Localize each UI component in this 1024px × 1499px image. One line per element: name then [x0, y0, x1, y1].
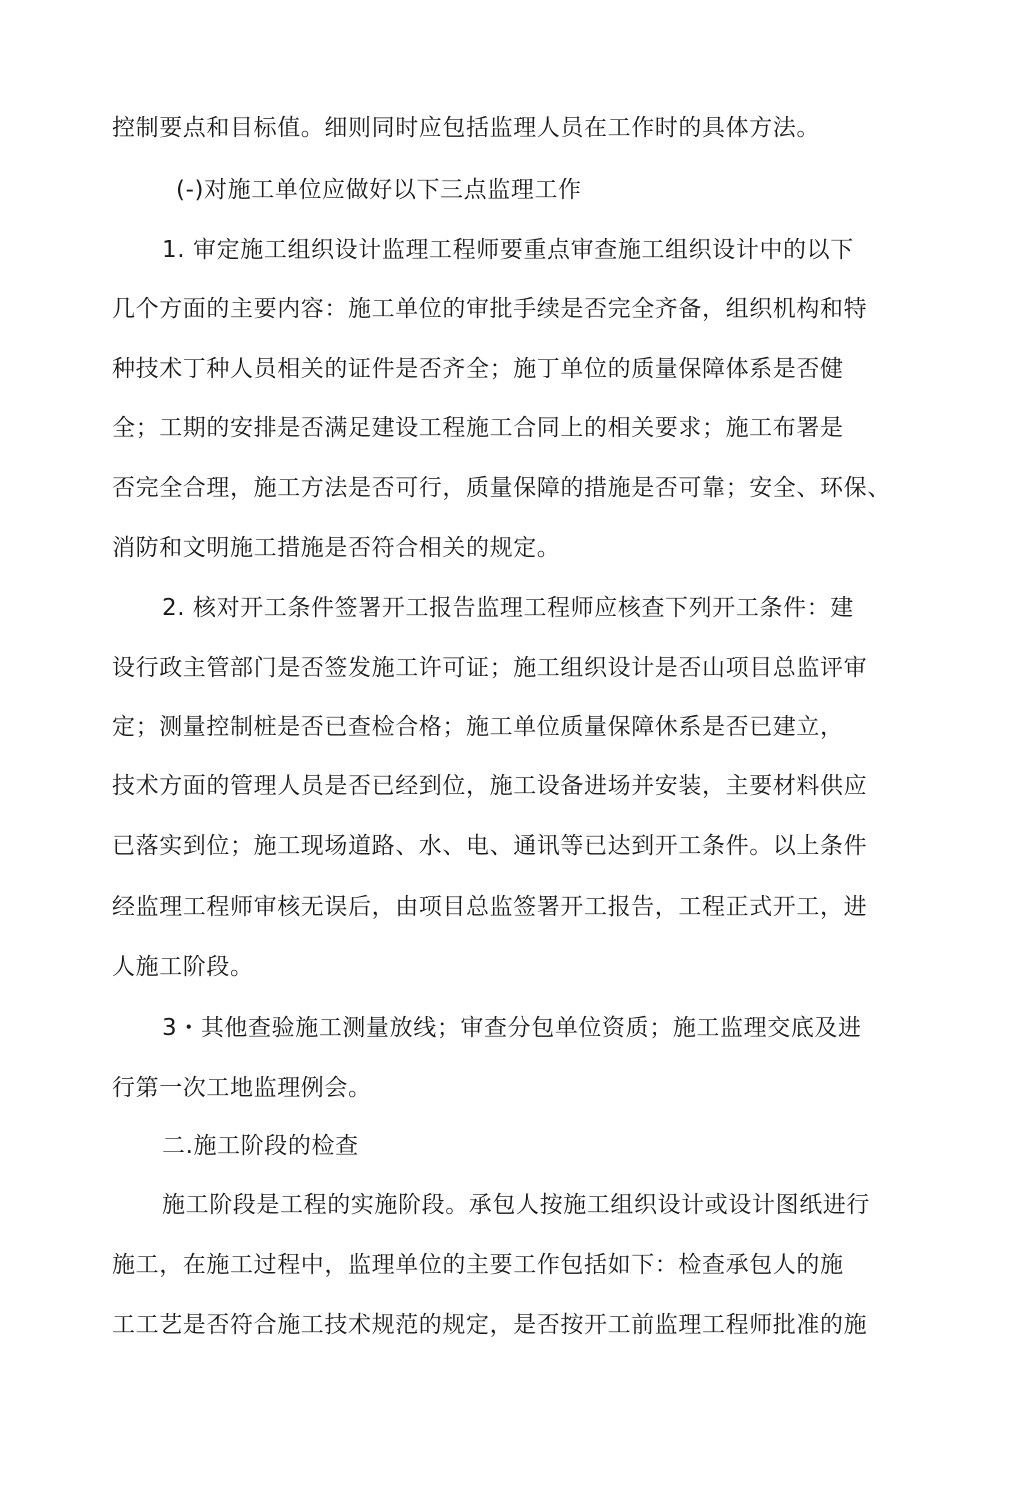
paragraph-line: 定；测量控制桩是否已查检合格；施工单位质量保障休系是否已建立， [112, 714, 844, 740]
paragraph-line: 技术方面的管理人员是否已经到位，施工设备进场并安装，主要材料供应 [112, 773, 868, 799]
paragraph-line: 施工，在施工过程中，监理单位的主要工作包括如下：检查承包人的施 [112, 1252, 844, 1278]
paragraph-line: 全；工期的安排是否满足建设工程施工合同上的相关要求；施工布署是 [112, 415, 844, 441]
section-heading: 二.施工阶段的检查 [162, 1133, 359, 1159]
paragraph-line: 几个方面的主要内容：施工单位的审批手续是否完全齐备，组织机构和特 [112, 296, 868, 322]
paragraph-line: 消防和文明施工措施是否符合相关的规定。 [112, 535, 561, 561]
paragraph-line: 已落实到位；施工现场道路、水、电、通讯等已达到开工条件。以上条件 [112, 833, 868, 859]
paragraph-line: 行第一次工地监理例会。 [112, 1075, 372, 1101]
paragraph-line: 1. 审定施工组织设计监理工程师要重点审查施工组织设计中的以下 [162, 237, 854, 263]
paragraph-line: 3・其他查验施工测量放线；审查分包单位资质；施工监理交底及进 [162, 1015, 862, 1041]
paragraph-line: 工工艺是否符合施工技术规范的规定，是否按开工前监理工程师批准的施 [112, 1312, 868, 1338]
paragraph-line: 种技术丁种人员相关的证件是否齐全；施丁单位的质量保障体系是否健 [112, 356, 844, 382]
paragraph-line: 施工阶段是工程的实施阶段。承包人按施工组织设计或设计图纸进行 [162, 1192, 870, 1218]
paragraph-line: 否完全合理，施工方法是否可行，质量保障的措施是否可靠；安全、环保、 [112, 475, 891, 501]
paragraph-line: 控制要点和目标值。细则同时应包括监理人员在工作时的具体方法。 [112, 115, 820, 141]
paragraph-line: 2. 核对开工条件签署开工报告监理工程师应核查下列开工条件：建 [162, 595, 854, 621]
paragraph-line: 设行政主管部门是否签发施工许可证；施工组织设计是否山项目总监评审 [112, 655, 868, 681]
paragraph-line: 经监理工程师审核无误后，由项目总监签署开工报告，工程正式开工，进 [112, 894, 868, 920]
section-heading: (-)对施工单位应做好以下三点监理工作 [176, 177, 582, 203]
paragraph-line: 人施工阶段。 [112, 954, 254, 980]
